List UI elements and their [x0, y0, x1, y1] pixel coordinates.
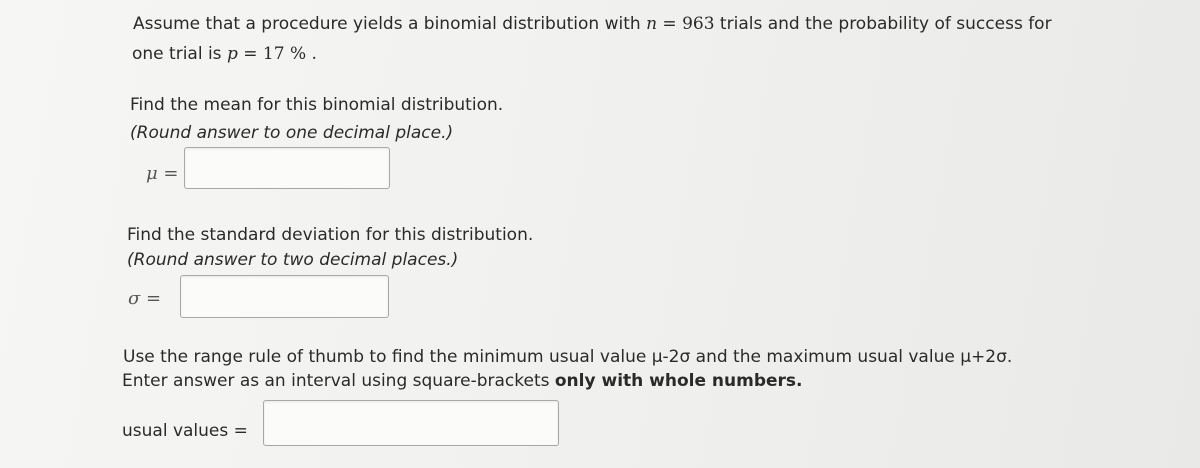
sd-hint: (Round answer to two decimal places.) [127, 250, 459, 270]
mean-input[interactable] [184, 147, 390, 189]
usual-prompt-line-2-bold: only with whole numbers. [554, 371, 803, 391]
n-value: 963 [682, 14, 715, 34]
sd-input[interactable] [180, 275, 389, 318]
usual-prompt-line-2-prefix: Enter answer as an interval using square-brackets [122, 371, 555, 391]
usual-values-input[interactable] [263, 400, 559, 446]
usual-prompt-line-1: Use the range rule of thumb to find the minimum usual value μ-2σ and the maximum usual value μ+2σ. [123, 347, 1013, 367]
p-equals: = [237, 44, 263, 64]
intro-line-2 [132, 43, 317, 65]
intro-line-1-suffix: trials and the probability of success for [714, 14, 1052, 34]
usual-prompt-line-2 [122, 370, 803, 392]
intro-line-2-prefix: one trial is [132, 44, 227, 64]
intro-line-1 [133, 13, 1052, 35]
mu-symbol: μ = [146, 163, 179, 184]
n-symbol: n [646, 14, 658, 34]
mean-prompt: Find the mean for this binomial distribution. [130, 95, 504, 115]
usual-values-label: usual values = [122, 421, 248, 441]
mean-hint: (Round answer to one decimal place.) [130, 123, 454, 143]
n-equals: = [657, 14, 683, 34]
p-symbol: p [226, 44, 238, 64]
p-value: 17 % . [262, 44, 317, 64]
intro-line-1-prefix: Assume that a procedure yields a binomial distribution with [133, 14, 647, 34]
sigma-symbol: σ = [128, 288, 162, 309]
sd-prompt: Find the standard deviation for this distribution. [127, 225, 534, 245]
